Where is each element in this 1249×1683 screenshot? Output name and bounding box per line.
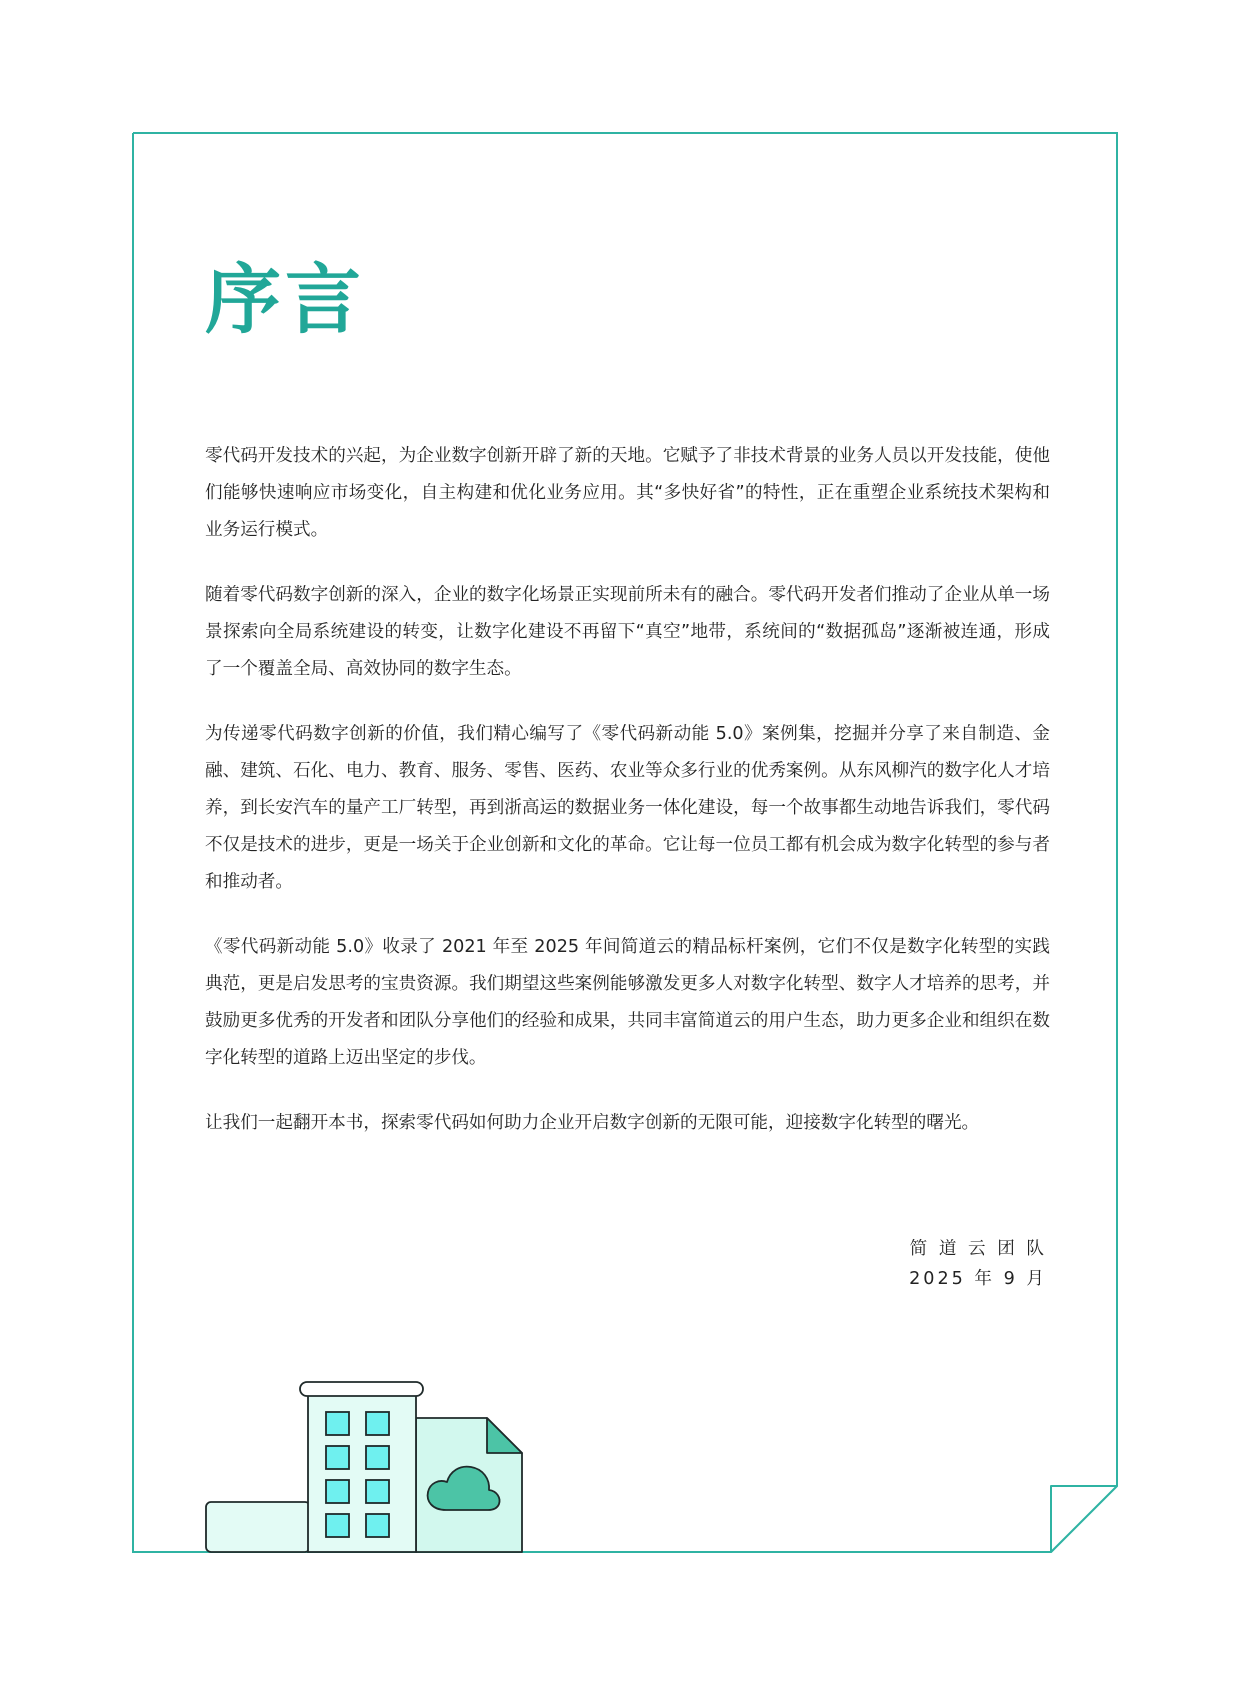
preface-body	[205, 438, 1050, 1170]
preface-paragraph-2: 随着零代码数字创新的深入，企业的数字化场景正实现前所未有的融合。零代码开发者们推动了企业从单一场景探索向全局系统建设的转变，让数字化建设不再留下“真空”地带，系统间的“数据孤岛”逐渐被连通，形成了一个覆盖全局、高效协同的数字生态。	[205, 585, 1050, 679]
preface-paragraph-1: 零代码开发技术的兴起，为企业数字创新开辟了新的天地。它赋予了非技术背景的业务人员以开发技能，使他们能够快速响应市场变化，自主构建和优化业务应用。其“多快好省”的特性，正在重塑企业系统技术架构和业务运行模式。	[205, 446, 1050, 540]
signature-date: 2025 年 9 月	[909, 1269, 1047, 1289]
document-fold	[487, 1418, 522, 1453]
annex-building	[206, 1502, 310, 1552]
preface-paragraph-5: 让我们一起翻开本书，探索零代码如何助力企业开启数字创新的无限可能，迎接数字化转型的曙光。	[205, 1113, 980, 1133]
roof-cap	[300, 1382, 423, 1396]
folded-corner	[1051, 1486, 1117, 1552]
signature-block	[909, 1234, 1047, 1294]
preface-paragraph-4: 《零代码新动能 5.0》收录了 2021 年至 2025 年间简道云的精品标杆案例，它们不仅是数字化转型的实践典范，更是启发思考的宝贵资源。我们期望这些案例能够激发更多人对数字化转型、数字人才培养的思考，并鼓励更多优秀的开发者和团队分享他们的经验和成果，共同丰富简道云的用户生态，助力更多企业和组织在数字化转型的道路上迈出坚定的步伐。	[205, 937, 1050, 1068]
signature-team: 简 道 云 团 队	[909, 1239, 1047, 1259]
preface-paragraph-3: 为传递零代码数字创新的价值，我们精心编写了《零代码新动能 5.0》案例集，挖掘并分享了来自制造、金融、建筑、石化、电力、教育、服务、零售、医药、农业等众多行业的优秀案例。从东风柳汽的数字化人才培养，到长安汽车的量产工厂转型，再到浙高运的数据业务一体化建设，每一个故事都生动地告诉我们，零代码不仅是技术的进步，更是一场关于企业创新和文化的革命。它让每一位员工都有机会成为数字化转型的参与者和推动者。	[205, 724, 1050, 892]
building-cloud-illustration	[200, 1365, 530, 1555]
page-title: 序言	[205, 255, 365, 344]
office-building	[308, 1393, 416, 1552]
